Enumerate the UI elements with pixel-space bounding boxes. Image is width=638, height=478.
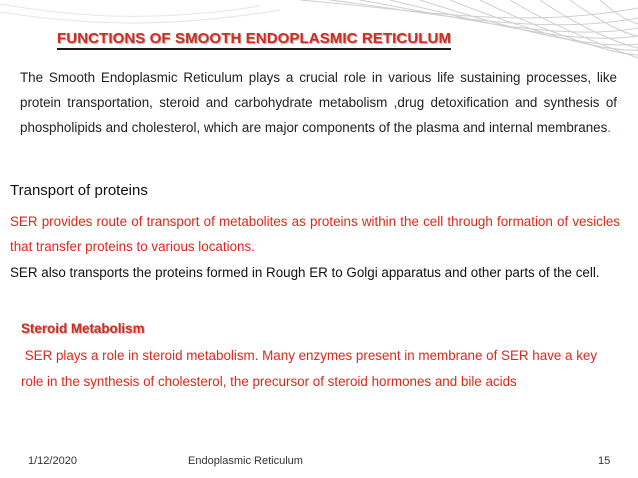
transport-black-text: SER also transports the proteins formed in Rough ER to Golgi apparatus and other parts of the cell. — [10, 265, 600, 280]
footer-title: Endoplasmic Reticulum — [188, 455, 303, 467]
intro-period: . — [607, 120, 612, 135]
steroid-body-text: SER plays a role in steroid metabolism. Many enzymes present in membrane of SER have a key role in the synthesis of cholesterol, the precursor of steroid hormones and bile acids — [21, 348, 601, 389]
intro-paragraph — [20, 65, 617, 140]
steroid-heading: Steroid Metabolism — [21, 321, 145, 336]
slide-title: FUNCTIONS OF SMOOTH ENDOPLASMIC RETICULUM — [57, 30, 451, 50]
intro-text: The Smooth Endoplasmic Reticulum plays a crucial role in various life sustaining processes, like protein transportation, steroid and carbohydrate metabolism ,drug detoxification and synthesis of phospholipids and cholesterol, which are major components of the plasma and internal membranes — [20, 70, 617, 135]
transport-red-text: SER provides route of transport of metabolites as proteins within the cell through formation of vesicles that transfer proteins to various locations. — [10, 214, 620, 254]
footer-page-number: 15 — [598, 455, 611, 467]
transport-heading: Transport of proteins — [10, 182, 148, 199]
footer-date: 1/12/2020 — [28, 455, 77, 467]
